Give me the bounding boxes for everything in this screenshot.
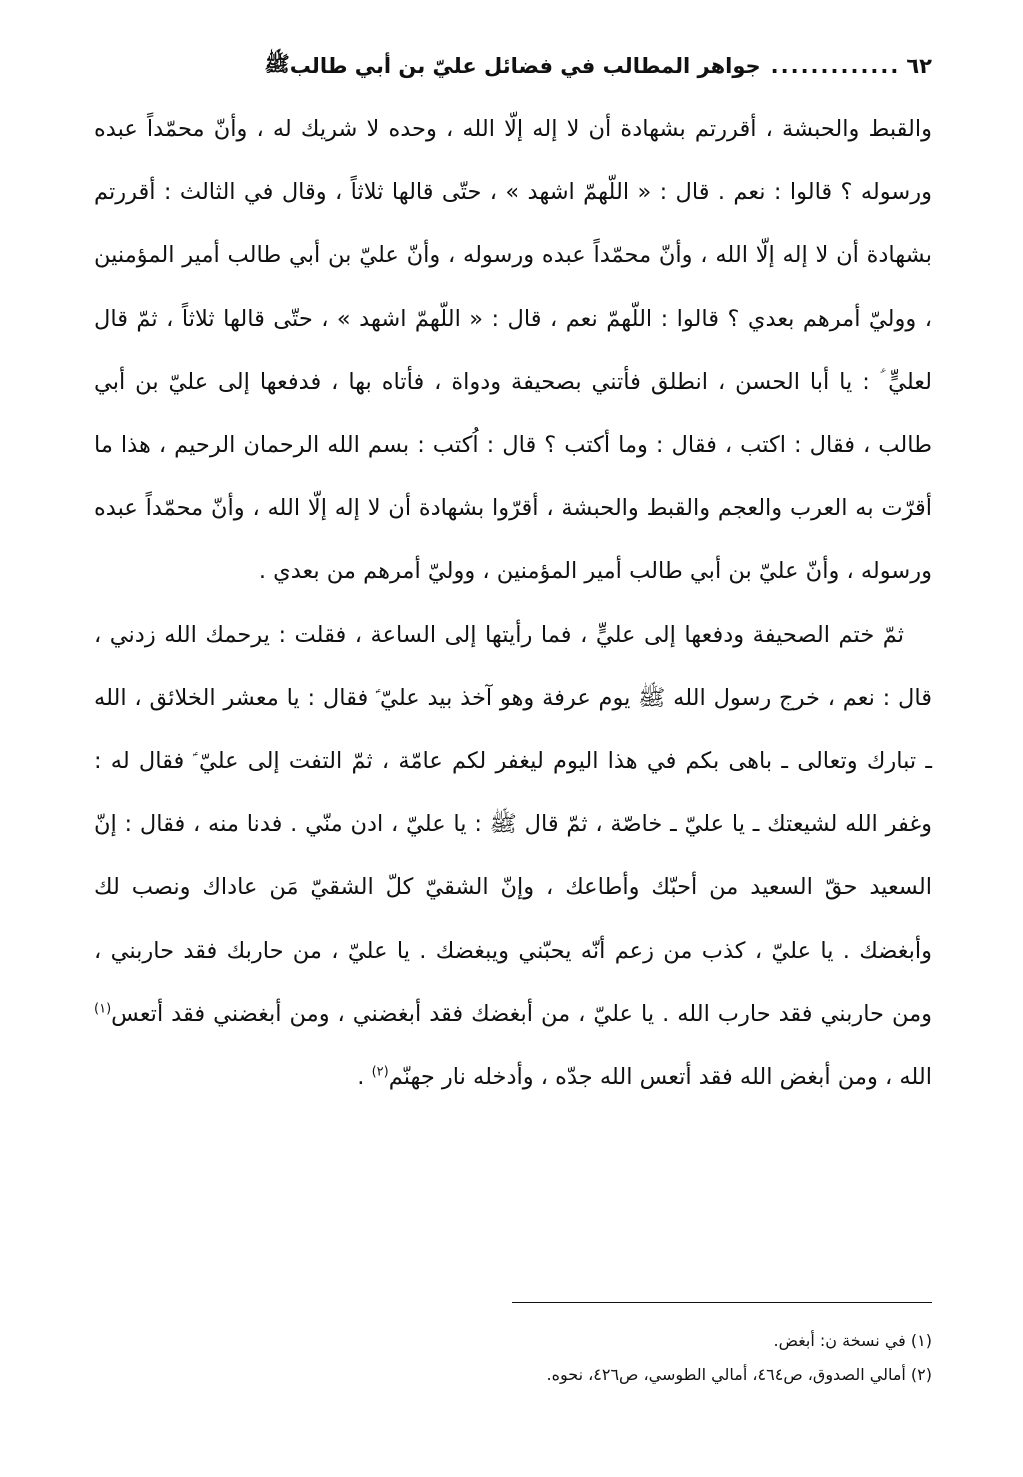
book-title: جواهر المطالب في فضائل عليّ بن أبي طالب <box>289 54 761 78</box>
header-dot-leader: ............. <box>770 54 901 78</box>
page-number: ٦٢ <box>906 54 932 78</box>
footnote-reference: (٢) <box>371 1064 389 1080</box>
footnote-separator <box>512 1302 932 1303</box>
main-text <box>94 98 932 1109</box>
footnote-1: (١) في نسخة ن: أبغض. <box>773 1331 932 1350</box>
running-header <box>94 40 932 92</box>
paragraph-text: ثمّ ختم الصحيفة ودفعها إلى عليٍّ ، فما رأيتها إلى الساعة ، فقلت : يرحمك الله زدني ، قال : نعم ، خرج رسول الله ﷺ يوم عرفة وهو آخذ بيد عليّ ؑ فقال : يا معشر الخلائق ، الله ـ تبارك وتعالى ـ باهى بكم في هذا اليوم ليغفر لكم عامّة ، ثمّ التفت إلى عليّ ؑ فقال له : وغفر الله لشيعتك ـ يا عليّ ـ خاصّة ، ثمّ قال ﷺ : يا عليّ ، ادن منّي . فدنا منه ، فقال : إنّ السعيد حقّ السعيد من أحبّك وأطاعك ، وإنّ الشقيّ كلّ الشقيّ مَن عاداك ونصب لك وأبغضك . يا عليّ ، كذب من زعم أنّه يحبّني ويبغضك . يا عليّ ، من حاربك فقد حاربني ، ومن حاربني فقد حارب الله . يا عليّ ، من أبغضك فقد أبغضني ، ومن أبغضني فقد أتعس <box>94 621 932 1027</box>
paragraph <box>94 604 932 1110</box>
paragraph-text: . <box>357 1064 372 1091</box>
header-honorific: ﷺ <box>264 51 290 76</box>
paragraph-text: الله ، ومن أبغض الله فقد أتعس الله جدّه ، وأدخله نار جهنّم <box>388 1064 932 1091</box>
footnotes <box>94 1324 932 1392</box>
paragraph-text: والقبط والحبشة ، أقررتم بشهادة أن لا إله إلّا الله ، وحده لا شريك له ، وأنّ محمّداً عبده ورسوله ؟ قالوا : نعم . قال : « اللّهمّ اشهد » ، حتّى قالها ثلاثاً ، وقال في الثالث : أقررتم بشهادة أن لا إله إلّا الله ، وأنّ محمّداً عبده ورسوله ، وأنّ عليّ بن أبي طالب أمير المؤمنين ، ووليّ أمرهم بعدي ؟ قالوا : اللّهمّ نعم ، قال : « اللّهمّ اشهد » ، حتّى قالها ثلاثاً ، ثمّ قال لعليٍّ ؑ : يا أبا الحسن ، انطلق فأتني بصحيفة ودواة ، فأتاه بها ، فدفعها إلى عليّ بن أبي طالب ، فقال : اكتب ، فقال : وما أكتب ؟ قال : اُكتب : بسم الله الرحمان الرحيم ، هذا ما أقرّت به العرب والعجم والقبط والحبشة ، أقرّوا بشهادة أن لا إله إلّا الله ، وأنّ محمّداً عبده ورسوله ، وأنّ عليّ بن أبي طالب أمير المؤمنين ، ووليّ أمرهم من بعدي . <box>94 116 932 585</box>
book-page <box>94 40 932 1440</box>
footnote-2: (٢) أمالي الصدوق، ص٤٦٤، أمالي الطوسي، ص٤٢٦، نحوه. <box>546 1365 932 1384</box>
paragraph <box>94 98 932 604</box>
footnote-reference: (١) <box>94 1001 112 1017</box>
